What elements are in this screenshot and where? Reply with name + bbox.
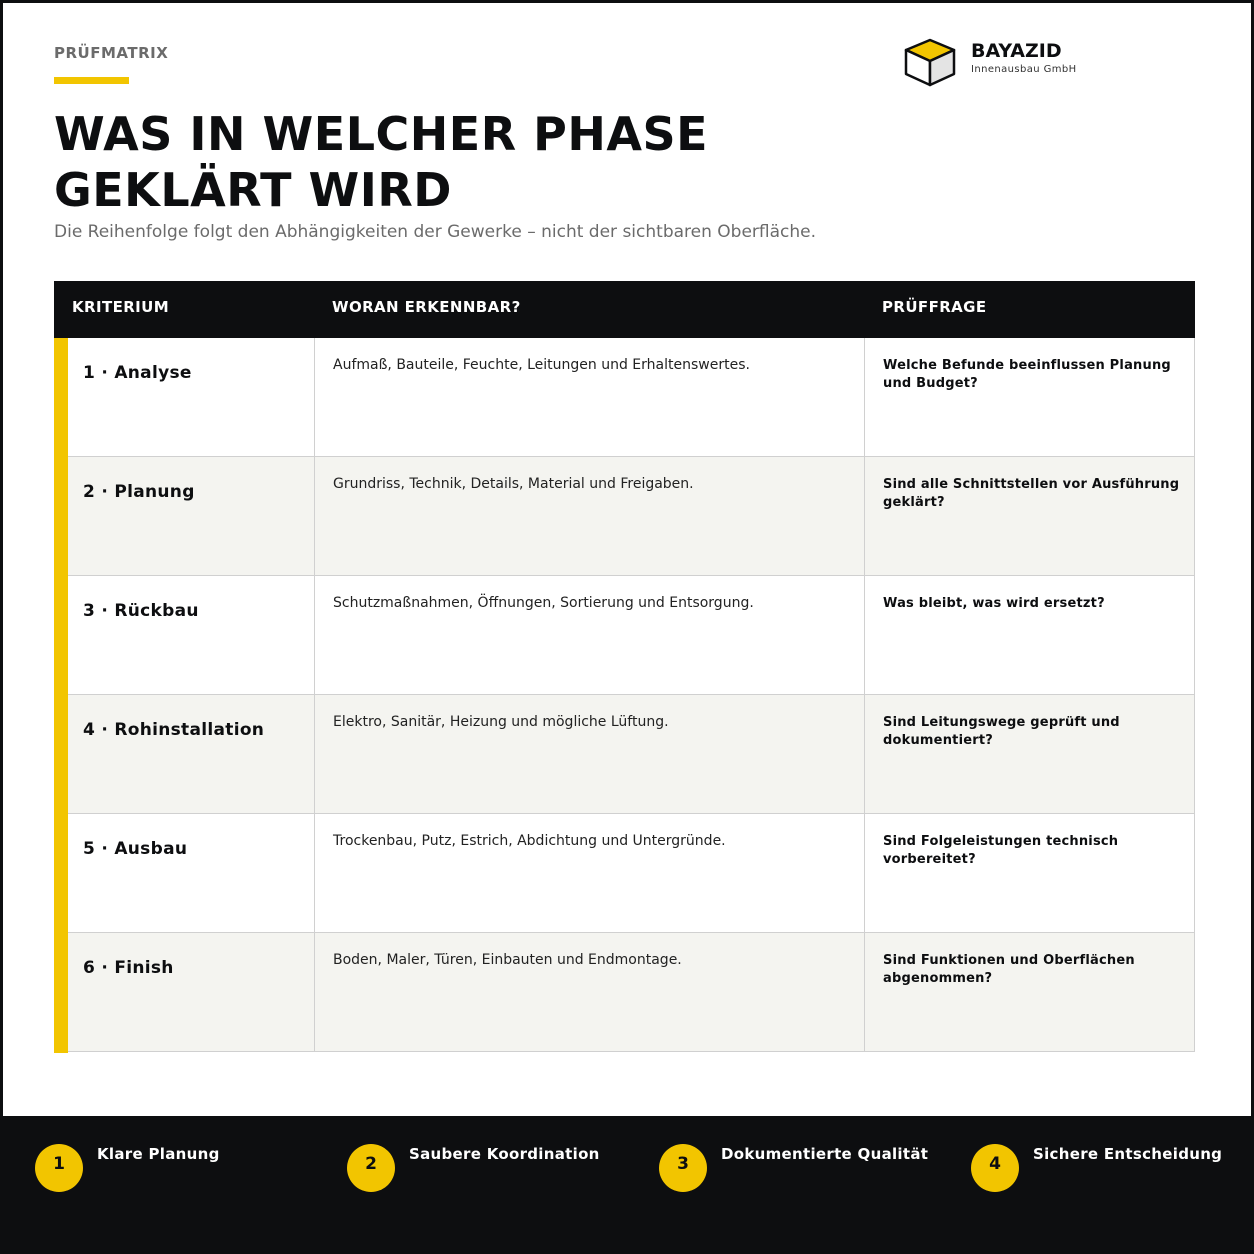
phase-question: Sind Funktionen und Oberflächen abgenommen? [883, 953, 1135, 986]
phase-label: 2 · Planung [83, 482, 195, 502]
cell-divider [68, 338, 315, 456]
eyebrow-accent-bar [54, 77, 129, 84]
phase-question: Sind Leitungswege geprüft und dokumentiert? [883, 715, 1120, 748]
phase-label: 5 · Ausbau [83, 839, 188, 859]
check-matrix-table [54, 281, 1195, 1052]
page-title-line-2: GEKLÄRT WIRD [54, 163, 452, 217]
table-header [54, 281, 1195, 338]
phase-label: 3 · Rückbau [83, 601, 199, 621]
page-title-line-1: WAS IN WELCHER PHASE [54, 107, 708, 161]
cell-divider [68, 933, 315, 1051]
phase-question: Sind Folgeleistungen technisch vorbereitet? [883, 834, 1119, 867]
phase-label: 1 · Analyse [83, 363, 192, 383]
table-row [68, 933, 1195, 1052]
table-accent-bar [54, 338, 68, 1053]
cell-divider [315, 457, 865, 575]
page-subtitle: Die Reihenfolge folgt den Abhängigkeiten der Gewerke – nicht der sichtbaren Oberfläche. [54, 222, 817, 242]
page-title [54, 106, 708, 218]
column-header-kriterium: KRITERIUM [72, 298, 170, 316]
phase-detail: Elektro, Sanitär, Heizung und mögliche Lüftung. [333, 714, 669, 730]
cell-divider [315, 933, 865, 1051]
phase-question: Welche Befunde beeinflussen Planung und Budget? [883, 358, 1171, 391]
phase-detail: Schutzmaßnahmen, Öffnungen, Sortierung und Entsorgung. [333, 595, 754, 611]
brand-name: BAYAZID [971, 40, 1062, 62]
box-icon [902, 34, 962, 88]
footer-band [3, 1116, 1251, 1254]
table-row [68, 338, 1195, 457]
phase-question: Was bleibt, was wird ersetzt? [883, 596, 1105, 611]
feature-label: Dokumentierte Qualität [721, 1145, 929, 1163]
table-row [68, 814, 1195, 933]
table-row [68, 695, 1195, 814]
eyebrow-label: PRÜFMATRIX [54, 44, 169, 62]
feature-label: Sichere Entscheidung [1033, 1145, 1223, 1163]
phase-detail: Grundriss, Technik, Details, Material und Freigaben. [333, 476, 694, 492]
feature-number-badge: 1 [35, 1144, 83, 1192]
cell-divider [315, 695, 865, 813]
cell-divider [68, 457, 315, 575]
feature-number-badge: 3 [659, 1144, 707, 1192]
cell-divider [68, 576, 315, 694]
phase-label: 6 · Finish [83, 958, 174, 978]
cell-divider [68, 814, 315, 932]
brand-subtitle: Innenausbau GmbH [971, 64, 1077, 75]
cell-divider [68, 695, 315, 813]
feature-label: Saubere Koordination [409, 1145, 600, 1163]
table-row [68, 457, 1195, 576]
table-row [68, 576, 1195, 695]
cell-divider [315, 576, 865, 694]
column-header-woran-erkennbar: WORAN ERKENNBAR? [332, 298, 521, 316]
phase-label: 4 · Rohinstallation [83, 720, 265, 740]
feature-number-badge: 2 [347, 1144, 395, 1192]
phase-detail: Aufmaß, Bauteile, Feuchte, Leitungen und Erhaltenswertes. [333, 357, 750, 373]
column-header-prueffrage: PRÜFFRAGE [882, 298, 987, 316]
phase-detail: Boden, Maler, Türen, Einbauten und Endmontage. [333, 952, 682, 968]
feature-label: Klare Planung [97, 1145, 220, 1163]
phase-detail: Trockenbau, Putz, Estrich, Abdichtung und Untergründe. [333, 833, 726, 849]
cell-divider [315, 338, 865, 456]
phase-question: Sind alle Schnittstellen vor Ausführung geklärt? [883, 477, 1180, 510]
cell-divider [315, 814, 865, 932]
feature-number-badge: 4 [971, 1144, 1019, 1192]
